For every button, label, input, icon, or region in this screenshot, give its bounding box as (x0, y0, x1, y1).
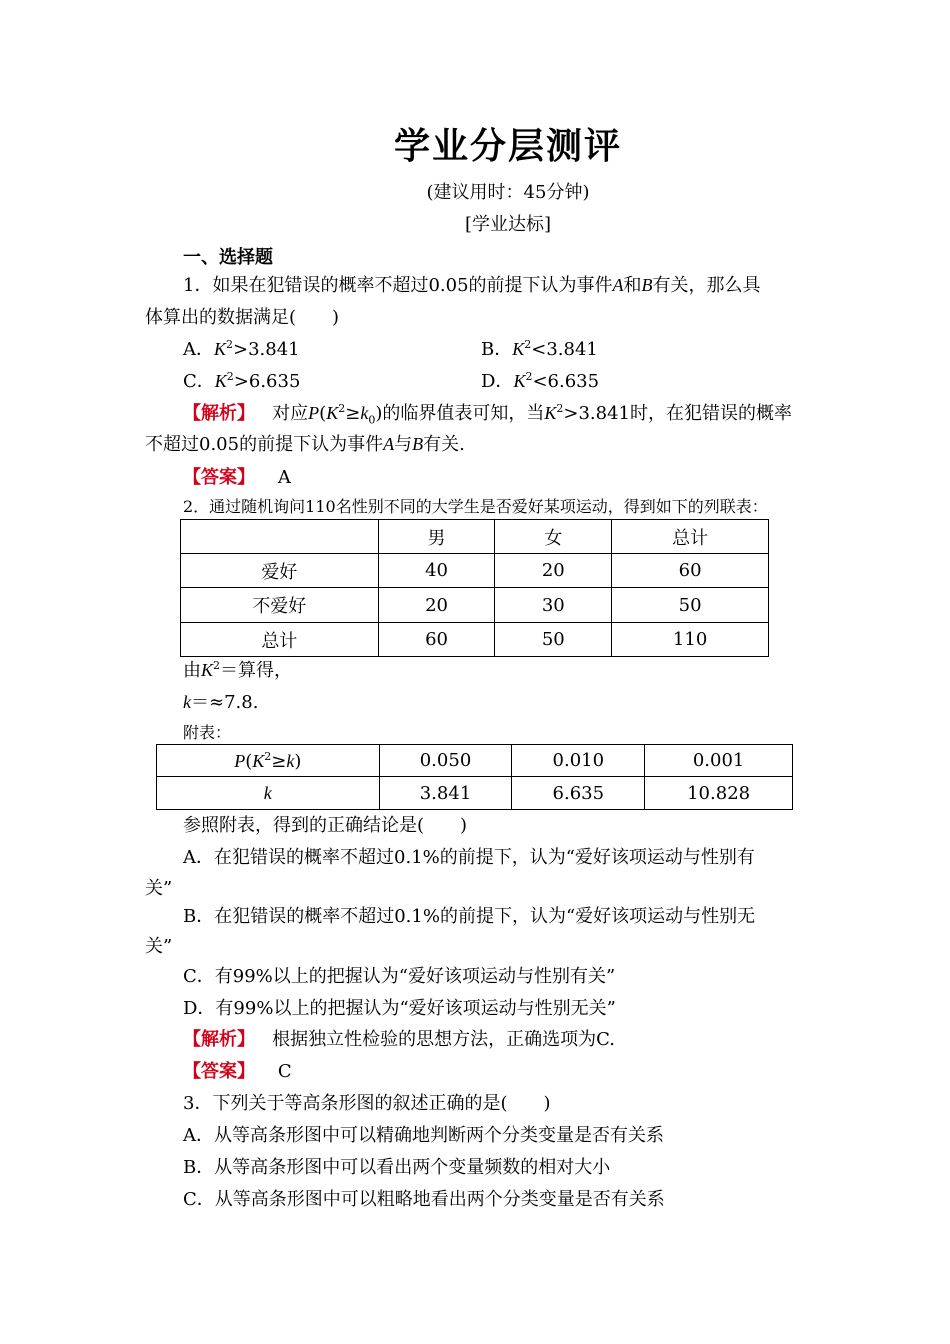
q2-appendix: 附表： (183, 723, 232, 742)
q2-jiexi: 【解析】 根据独立性检验的思想方法，正确选项为C. (183, 1029, 616, 1050)
section-label: [学业达标] (464, 214, 552, 235)
q2-option-a-cont: 关” (145, 878, 173, 899)
q2-option-b: B．在犯错误的概率不超过0.1%的前提下，认为“爱好该项运动与性别无 (183, 906, 756, 927)
q2-option-a: A．在犯错误的概率不超过0.1%的前提下，认为“爱好该项运动与性别有 (183, 847, 755, 868)
table-header-row: 男 女 总计 (181, 520, 769, 554)
q3-option-c: C．从等高条形图中可以粗略地看出两个分类变量是否有关系 (183, 1189, 665, 1210)
q1-option-c: C．$K^2>6.635$ (183, 370, 301, 392)
q1-jiexi-line2: 不超过0.05的前提下认为事件A与B有关. (145, 434, 465, 455)
q3-option-a: A．从等高条形图中可以精确地判断两个分类变量是否有关系 (183, 1125, 664, 1146)
q3-option-b: B．从等高条形图中可以看出两个变量频数的相对大小 (183, 1157, 611, 1178)
table-row: 爱好 40 20 60 (181, 554, 769, 588)
q1-jiexi-line1: 【解析】 对应$P(K^2\ge k_0)$的临界值表可知，当$K^2>3.841$时，在犯错误的概率 (183, 402, 792, 427)
q2-k-value: k＝≈7.8. (183, 692, 259, 713)
q2-option-b-cont: 关” (145, 936, 173, 957)
q1-stem-line2: 体算出的数据满足( ) (145, 307, 340, 328)
q1-stem-line1: 1．如果在犯错误的概率不超过0.05的前提下认为事件A和B有关，那么具 (183, 275, 761, 296)
q1-option-b: B．$K^2<3.841$ (481, 338, 598, 360)
q2-question: 参照附表，得到的正确结论是( ) (183, 815, 468, 836)
table-row: 总计 60 50 110 (181, 623, 769, 657)
table-row: $P(K^2\ge k)$ 0.050 0.010 0.001 (157, 745, 793, 777)
time-note: (建议用时：45分钟) (426, 182, 590, 203)
q2-formula: 由$K^2=$算得， (183, 659, 293, 681)
q1-answer: 【答案】 A (183, 467, 291, 488)
q2-stem: 2．通过随机询问110名性别不同的大学生是否爱好某项运动，得到如下的列联表： (183, 497, 768, 516)
q2-answer: 【答案】 C (183, 1061, 292, 1082)
q2-option-c: C．有99%以上的把握认为“爱好该项运动与性别有关” (183, 966, 616, 987)
q2-option-d: D．有99%以上的把握认为“爱好该项运动与性别无关” (183, 998, 616, 1019)
table-row: 不爱好 20 30 50 (181, 588, 769, 623)
contingency-table (180, 519, 769, 657)
critical-value-table (156, 744, 793, 810)
table-row: k 3.841 6.635 10.828 (157, 777, 793, 810)
q1-option-a: A．$K^2>3.841$ (183, 338, 300, 360)
q1-option-d: D．$K^2<6.635$ (481, 370, 600, 392)
q3-stem: 3．下列关于等高条形图的叙述正确的是( ) (183, 1093, 551, 1114)
part-heading: 一、选择题 (183, 247, 273, 268)
page-title: 学业分层测评 (393, 125, 622, 167)
